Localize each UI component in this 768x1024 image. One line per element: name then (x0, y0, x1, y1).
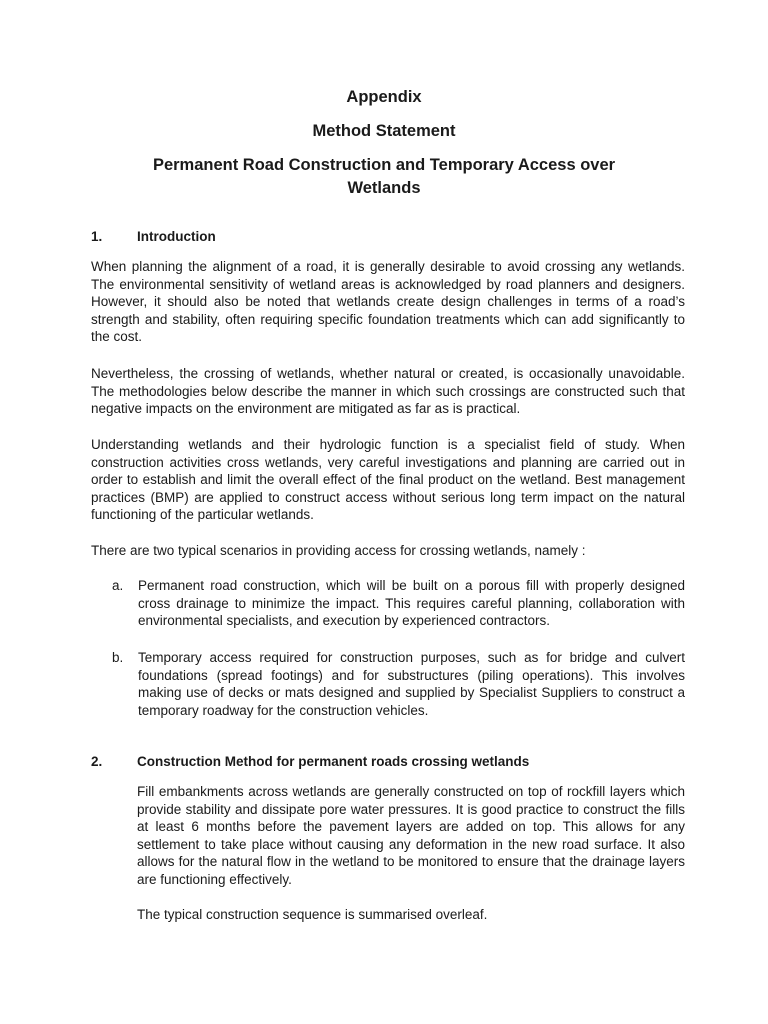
section-1-title: Introduction (137, 229, 216, 244)
construction-paragraph-2: The typical construction sequence is summarised overleaf. (137, 907, 488, 922)
construction-paragraph-1: Fill embankments across wetlands are generally constructed on top of rockfill layers which provide stability and dissipate pore water pressures. It is good practice to construct the fills at least 6 months before the pavement layers are added on top. This allows for any settlement to take place without causing any deformation in the new road surface. It also allows for the natural flow in the wetland to be monitored to ensure that the drainage layers are functioning effectively. (137, 784, 685, 887)
section-2-title: Construction Method for permanent roads crossing wetlands (137, 754, 530, 769)
list-marker-b: b. (112, 650, 124, 665)
document-main-title: Permanent Road Construction and Temporary Access over Wetlands (152, 156, 616, 197)
intro-paragraph-4: There are two typical scenarios in providing access for crossing wetlands, namely : (91, 543, 586, 558)
list-item-a-text: Permanent road construction, which will be built on a porous fill with properly designed cross drainage to minimize the impact. This requires careful planning, collaboration with environmental specialists, and execution by experienced contractors. (138, 578, 685, 629)
list-marker-a: a. (112, 578, 124, 593)
appendix-title: Appendix (346, 88, 422, 106)
section-2-heading (91, 753, 529, 771)
intro-paragraph-1: When planning the alignment of a road, it is generally desirable to avoid crossing any wetlands. The environmental sensitivity of wetland areas is acknowledged by road planners and designers. However, it should also be noted that wetlands create design challenges in terms of a road’s strength and stability, often requiring specific foundation treatments which can add significantly to the cost. (91, 259, 685, 345)
section-1-number: 1. (91, 229, 103, 244)
list-item (112, 649, 685, 719)
intro-paragraph-2: Nevertheless, the crossing of wetlands, whether natural or created, is occasionally unavoidable. The methodologies below describe the manner in which such crossings are constructed such that negative impacts on the environment are mitigated as far as is practical. (91, 366, 685, 417)
section-2-number: 2. (91, 754, 103, 769)
intro-paragraph-3: Understanding wetlands and their hydrologic function is a specialist field of study. When construction activities cross wetlands, very careful investigations and planning are carried out in order to establish and limit the overall effect of the final product on the wetland. Best management practices (BMP) are applied to construct access without serious long term impact on the natural functioning of the particular wetlands. (91, 437, 685, 523)
list-item (112, 577, 685, 630)
section-1-heading (91, 228, 216, 246)
list-item-b-text: Temporary access required for construction purposes, such as for bridge and culvert foundations (spread footings) and for substructures (piling operations). This involves making use of decks or mats designed and supplied by Specialist Suppliers to construct a temporary roadway for the construction vehicles. (138, 650, 685, 718)
method-statement-title: Method Statement (312, 122, 456, 140)
